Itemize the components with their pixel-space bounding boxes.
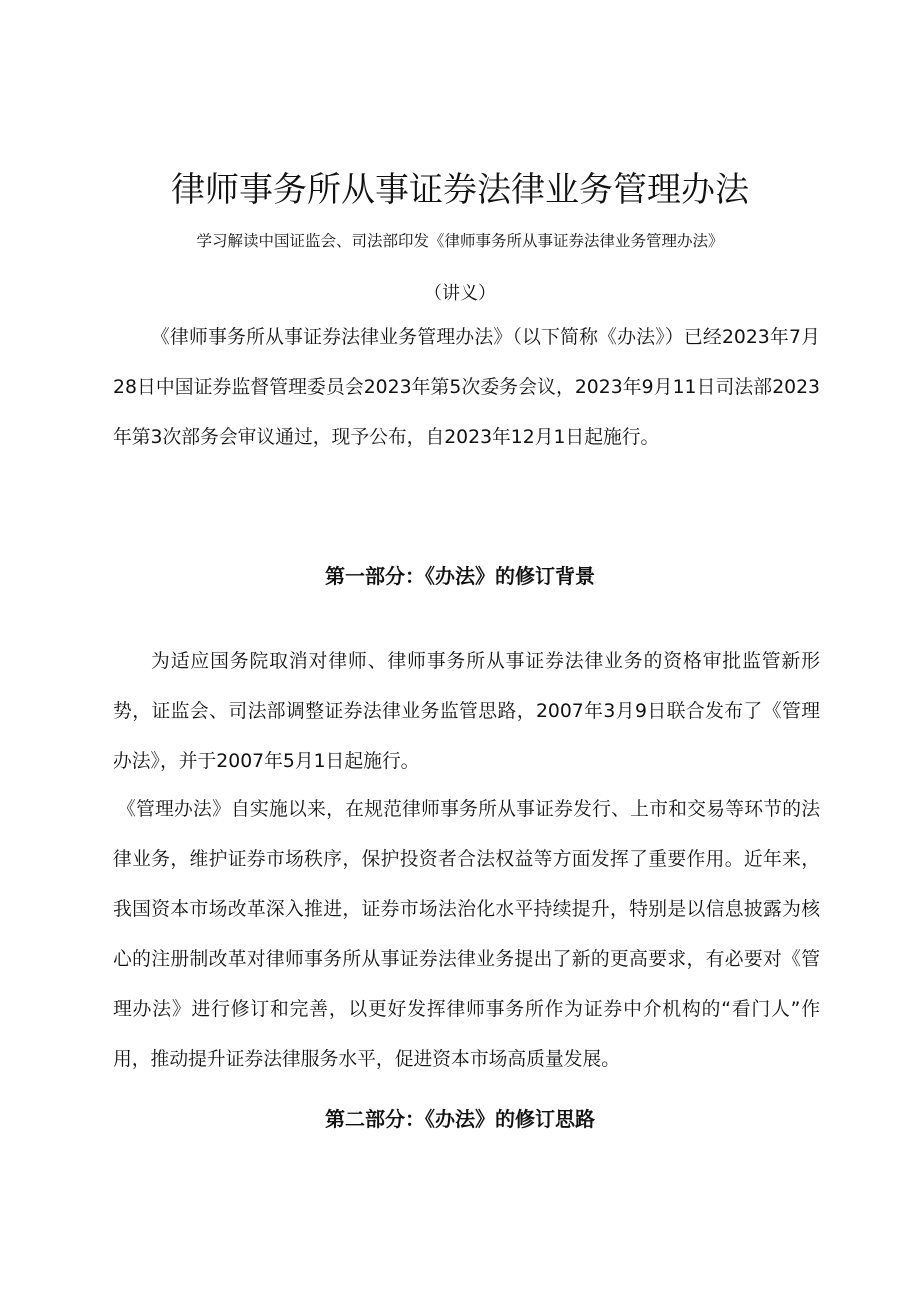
section-heading-1: 第一部分：《办法》的修订背景 <box>325 564 595 588</box>
section-1-paragraph-2: 《管理办法》自实施以来，在规范律师事务所从事证券发行、上市和交易等环节的法律业务，维护证券市场秩序，保护投资者合法权益等方面发挥了重要作用。近年来，我国资本市场改革深入推进，证券市场法治化水平持续提升，特别是以信息披露为核心的注册制改革对律师事务所从事证券法律业务提出了新的更高要求，有必要对《管理办法》进行修订和完善，以更好发挥律师事务所作为证券中介机构的“看门人”作用，推动提升证券法律服务水平，促进资本市场高质量发展。 <box>113 799 820 1070</box>
intro-paragraph: 《律师事务所从事证券法律业务管理办法》（以下简称《办法》）已经2023年7月28日中国证券监督管理委员会2023年第5次委务会议，2023年9月11日司法部2023年第3次部务会审议通过，现予公布，自2023年12月1日起施行。 <box>113 327 820 448</box>
section-1-paragraph-1: 为适应国务院取消对律师、律师事务所从事证券法律业务的资格审批监管新形势，证监会、司法部调整证券法律业务监管思路，2007年3月9日联合发布了《管理办法》，并于2007年5月1日起施行。 <box>113 651 820 772</box>
lecture-label: （讲义） <box>424 283 496 304</box>
document-subtitle: 学习解读中国证监会、司法部印发《律师事务所从事证券法律业务管理办法》 <box>196 232 724 250</box>
document-title: 律师事务所从事证券法律业务管理办法 <box>171 170 749 210</box>
section-heading-2: 第二部分：《办法》的修订思路 <box>325 1107 595 1131</box>
